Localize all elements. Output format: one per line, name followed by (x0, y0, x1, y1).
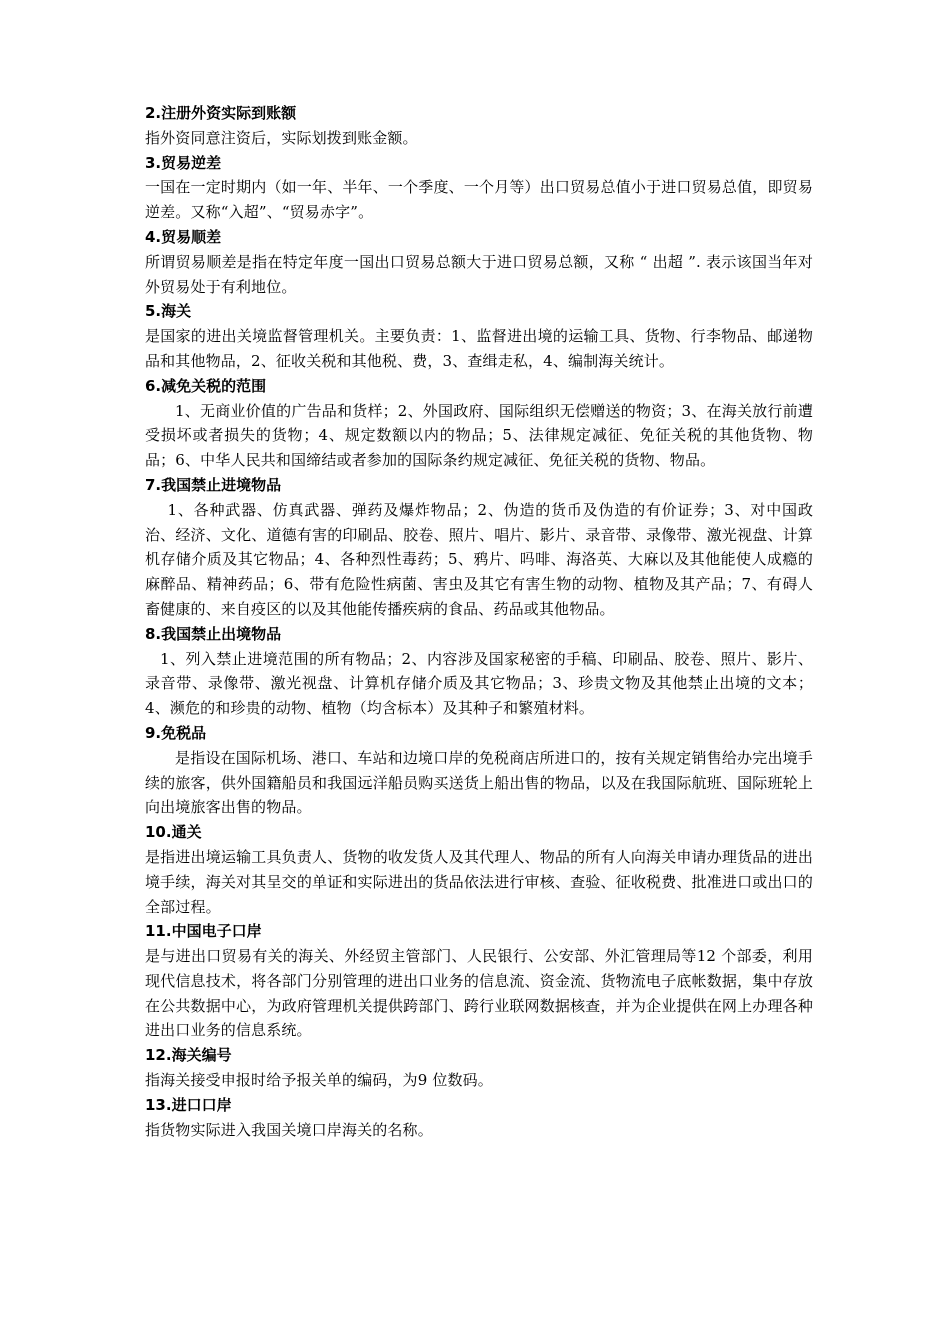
section-title: 7.我国禁止进境物品 (145, 475, 282, 494)
section-body: 指外资同意注资后，实际划拨到账金额。 (145, 128, 418, 147)
section-title: 2.注册外资实际到账额 (145, 104, 297, 122)
section-body: 指货物实际进入我国关境口岸海关的名称。 (145, 1120, 433, 1139)
section-body: 一国在一定时期内（如一年、半年、一个季度、一个月等）出口贸易总值小于进口贸易总值，即贸易逆差。又称“入超”、“贸易赤字”。 (145, 178, 813, 222)
section-4 (145, 225, 813, 299)
section-body: 指海关接受申报时给予报关单的编码，为9 位数码。 (145, 1071, 493, 1090)
section-13 (145, 1093, 813, 1143)
section-title: 8.我国禁止出境物品 (145, 624, 282, 643)
section-9 (145, 721, 813, 820)
section-body: 1、列入禁止进境范围的所有物品；2、内容涉及国家秘密的手稿、印刷品、胶卷、照片、影片、录音带、录像带、激光视盘、计算机存储介质及其它物品；3、珍贵文物及其他禁止出境的文本；4、濒危的和珍贵的动物、植物（均含标本）及其种子和繁殖材料。 (145, 649, 813, 718)
section-title: 3.贸易逆差 (145, 153, 222, 172)
section-8 (145, 622, 813, 721)
section-title: 6.减免关税的范围 (145, 376, 267, 395)
section-title: 9.免税品 (145, 723, 207, 742)
section-title: 11.中国电子口岸 (145, 922, 262, 941)
section-3 (145, 151, 813, 225)
document-page (145, 101, 813, 1142)
section-11 (145, 919, 813, 1043)
section-10 (145, 820, 813, 919)
section-title: 12.海关编号 (145, 1046, 232, 1065)
section-body: 是指进出境运输工具负责人、货物的收发货人及其代理人、物品的所有人向海关申请办理货品的进出境手续，海关对其呈交的单证和实际进出的货品依法进行审核、查验、征收税费、批准进口或出口的全部过程。 (145, 847, 813, 916)
section-title: 13.进口口岸 (145, 1095, 232, 1114)
section-body: 是指设在国际机场、港口、车站和边境口岸的免税商店所进口的，按有关规定销售给办完出境手续的旅客，供外国籍船员和我国远洋船员购买送货上船出售的物品，以及在我国际航班、国际班轮上向出境旅客出售的物品。 (145, 748, 813, 817)
section-body: 是与进出口贸易有关的海关、外经贸主管部门、人民银行、公安部、外汇管理局等12 个部委，利用现代信息技术，将各部门分别管理的进出口业务的信息流、资金流、货物流电子底帐数据，集中存放在公共数据中心，为政府管理机关提供跨部门、跨行业联网数据核查，并为企业提供在网上办理各种进出口业务的信息系统。 (145, 947, 813, 1040)
section-body: 1、无商业价值的广告品和货样；2、外国政府、国际组织无偿赠送的物资；3、在海关放行前遭受损坏或者损失的货物；4、规定数额以内的物品；5、法律规定减征、免征关税的其他货物、物品；6、中华人民共和国缔结或者参加的国际条约规定减征、免征关税的货物、物品。 (145, 401, 813, 470)
section-title: 5.海关 (145, 302, 192, 321)
section-title: 4.贸易顺差 (145, 227, 222, 246)
section-title: 10.通关 (145, 823, 202, 842)
section-body: 是国家的进出关境监督管理机关。主要负责：1、监督进出境的运输工具、货物、行李物品、邮递物品和其他物品，2、征收关税和其他税、费，3、查缉走私，4、编制海关统计。 (145, 327, 813, 370)
section-6 (145, 374, 813, 473)
section-5 (145, 299, 813, 373)
section-12 (145, 1043, 813, 1093)
section-2 (145, 101, 813, 151)
section-body: 所谓贸易顺差是指在特定年度一国出口贸易总额大于进口贸易总额，又称 “ 出超 ”. 表示该国当年对外贸易处于有利地位。 (145, 252, 813, 296)
section-7 (145, 473, 813, 622)
section-body: 1、各种武器、仿真武器、弹药及爆炸物品；2、伪造的货币及伪造的有价证券；3、对中国政治、经济、文化、道德有害的印刷品、胶卷、照片、唱片、影片、录音带、录像带、激光视盘、计算机存储介质及其它物品；4、各种烈性毒药；5、鸦片、吗啡、海洛英、大麻以及其他能使人成瘾的麻醉品、精神药品；6、带有危险性病菌、害虫及其它有害生物的动物、植物及其产品；7、有碍人畜健康的、来自疫区的以及其他能传播疾病的食品、药品或其他物品。 (145, 500, 813, 618)
